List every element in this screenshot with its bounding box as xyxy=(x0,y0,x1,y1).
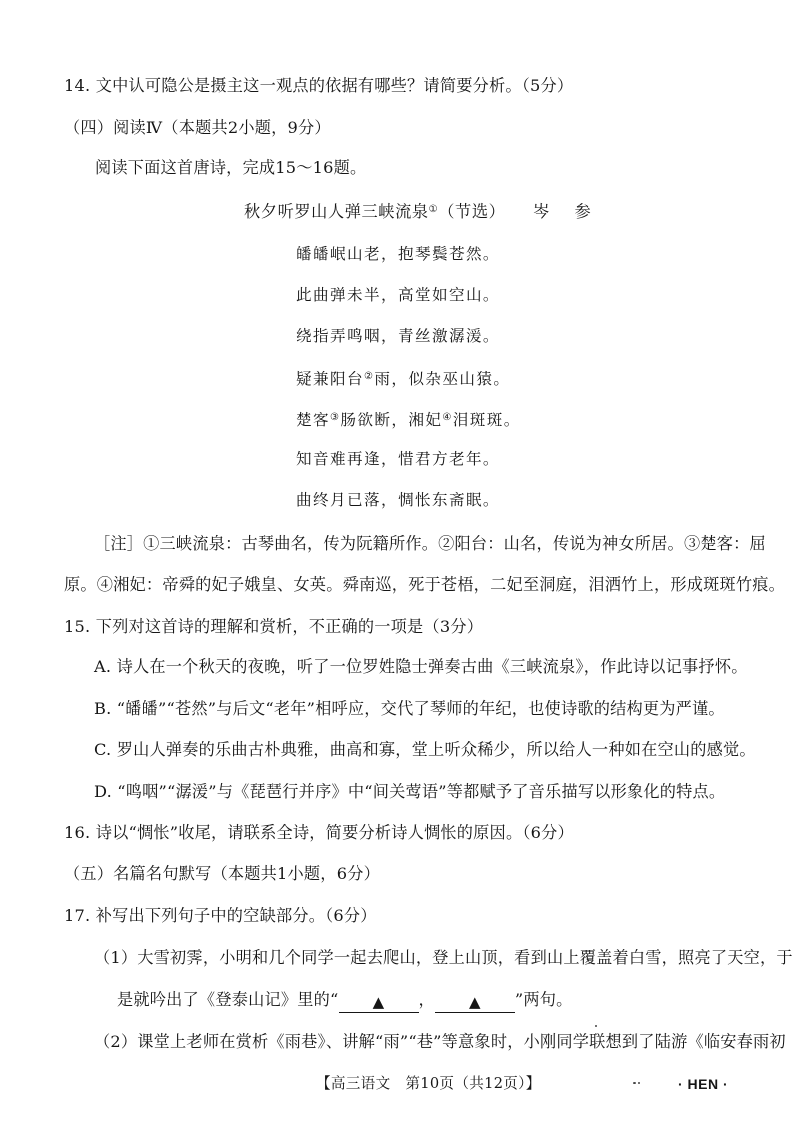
poem-line-5-part-b: 肠欲断，湘妃 xyxy=(340,411,443,429)
question-15-stem: 15. 下列对这首诗的理解和赏析，不正确的一项是（3分） xyxy=(64,617,484,636)
poem-title-suffix: （节选） xyxy=(438,202,506,221)
poem-author: 岑 参 xyxy=(533,202,601,221)
answer-blank-2[interactable]: ▲ xyxy=(435,992,515,1013)
poem-line-4-part-a: 疑兼阳台 xyxy=(296,370,364,388)
poem-line-2: 此曲弹未半，高堂如空山。 xyxy=(296,286,500,304)
page-footer-code: · HEN · xyxy=(678,1076,729,1092)
poem-notes-line-1: ［注］①三峡流泉：古琴曲名，传为阮籍所作。②阳台：山名，传说为神女所居。③楚客：屈 xyxy=(94,534,766,553)
scan-speck xyxy=(633,1082,636,1084)
poem-line-3: 绕指弄鸣咽，青丝激潺湲。 xyxy=(296,327,500,345)
page-footer-label: 【高三语文 第10页（共12页）】 xyxy=(316,1075,541,1092)
question-14: 14. 文中认可隐公是摄主这一观点的依据有哪些？请简要分析。（5分） xyxy=(64,76,574,95)
poem-note-mark-4: ④ xyxy=(442,412,453,423)
poem-title-note-mark: ① xyxy=(428,204,439,215)
poem-line-5-part-a: 楚客 xyxy=(296,411,330,429)
question-17-part-1-line-1: （1）大雪初霁，小明和几个同学一起去爬山，登上山顶，看到山上覆盖着白雪，照亮了天空，于 xyxy=(94,948,793,967)
question-15-option-a: A. 诗人在一个秋天的夜晚，听了一位罗姓隐士弹奏古曲《三峡流泉》，作此诗以记事抒怀。 xyxy=(94,657,748,676)
poem-line-4-part-b: 雨，似杂巫山猿。 xyxy=(374,370,511,388)
poem-title: 秋夕听罗山人弹三峡流泉 xyxy=(244,202,429,221)
poem-title-line xyxy=(244,199,601,223)
scan-speck xyxy=(595,1025,597,1027)
section-heading-recitation: （五）名篇名句默写（本题共1小题，6分） xyxy=(64,864,380,883)
question-16: 16. 诗以“惆怅”收尾，请联系全诗，简要分析诗人惆怅的原因。（6分） xyxy=(64,823,574,842)
poem-note-mark-2: ② xyxy=(363,371,375,382)
answer-blank-1[interactable]: ▲ xyxy=(339,992,419,1013)
question-15-option-c: C. 罗山人弹奏的乐曲古朴典雅，曲高和寡，堂上听众稀少，所以给人一种如在空山的感觉。 xyxy=(94,740,756,759)
question-17-part-1-line-2 xyxy=(117,989,573,1013)
question-17-stem: 17. 补写出下列句子中的空缺部分。（6分） xyxy=(64,906,377,925)
section-heading-reading-4: （四）阅读Ⅳ（本题共2小题，9分） xyxy=(64,118,331,137)
question-17-part-1-suffix: ”两句。 xyxy=(514,990,573,1009)
reading-instruction: 阅读下面这首唐诗，完成15～16题。 xyxy=(95,158,367,177)
question-17-part-2-line-1: （2）课堂上老师在赏析《雨巷》、讲解“雨”“巷”等意象时，小刚同学联想到了陆游《临安春雨初 xyxy=(94,1032,786,1051)
poem-line-4 xyxy=(296,366,510,390)
question-17-part-1-prefix: 是就吟出了《登泰山记》里的“ xyxy=(117,990,339,1009)
blank-separator: ， xyxy=(418,990,435,1009)
poem-line-1: 皤皤岷山老，抱琴鬓苍然。 xyxy=(296,245,500,263)
question-15-option-d: D. “鸣咽”“潺湲”与《琵琶行并序》中“间关莺语”等都赋予了音乐描写以形象化的特点。 xyxy=(94,782,726,801)
poem-line-7: 曲终月已落，惆怅东斋眠。 xyxy=(296,491,500,509)
poem-line-5 xyxy=(296,407,521,431)
poem-line-6: 知音难再逢，惜君方老年。 xyxy=(296,450,500,468)
poem-line-5-part-c: 泪斑斑。 xyxy=(452,411,521,429)
poem-notes-line-2: 原。④湘妃：帝舜的妃子娥皇、女英。舜南巡，死于苍梧，二妃至洞庭，泪洒竹上，形成斑斑竹痕。 xyxy=(64,575,786,594)
question-15-option-b: B. “皤皤”“苍然”与后文“老年”相呼应，交代了琴师的年纪，也使诗歌的结构更为严谨。 xyxy=(94,699,725,718)
scan-speck xyxy=(638,1082,640,1084)
poem-note-mark-3: ③ xyxy=(330,412,341,423)
